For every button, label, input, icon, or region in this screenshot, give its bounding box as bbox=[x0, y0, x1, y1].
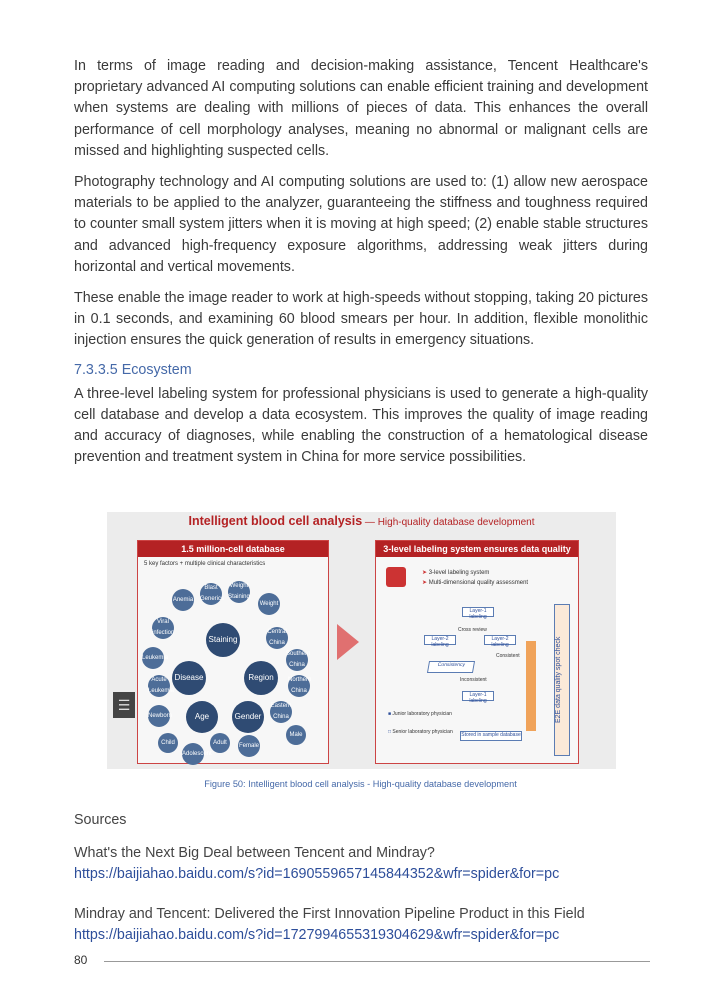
source-title: Mindray and Tencent: Delivered the First Innovation Pipeline Product in this Field bbox=[74, 906, 585, 922]
legend-senior: □ Senior laboratory physician bbox=[388, 729, 453, 735]
source-link[interactable]: https://baijiahao.baidu.com/s?id=1727994655319304629&wfr=spider&for=pc bbox=[74, 927, 560, 943]
spot-check-bar: E2E data quality spot check bbox=[554, 604, 570, 756]
consistency-box: Consistency bbox=[427, 661, 475, 673]
node-acute-leukemia: Acute Leukemia bbox=[148, 675, 170, 697]
hub-disease: Disease bbox=[172, 661, 206, 695]
sources-heading: Sources bbox=[74, 812, 127, 828]
legend-junior: ■ Junior laboratory physician bbox=[388, 711, 452, 717]
orange-flow-arrow-icon bbox=[526, 641, 536, 731]
section-heading: 7.3.3.5 Ecosystem bbox=[74, 361, 192, 378]
node-male: Male bbox=[286, 725, 306, 745]
menu-icon[interactable]: ☰ bbox=[113, 692, 135, 718]
node-anemia: Anemia bbox=[172, 589, 194, 611]
layer2-left-box: Layer-2 labeling bbox=[424, 635, 456, 645]
flow-arrow-icon bbox=[337, 624, 359, 660]
figure-image bbox=[107, 512, 616, 769]
hub-region: Region bbox=[244, 661, 278, 695]
right-panel-header: 3-level labeling system ensures data quality bbox=[376, 541, 578, 557]
layer1-top-box: Layer-1 labeling bbox=[462, 607, 494, 617]
figure-caption: Figure 50: Intelligent blood cell analysis - High-quality database development bbox=[204, 779, 517, 789]
footer-divider bbox=[104, 961, 650, 962]
node-adolescent: Adolescent bbox=[182, 743, 204, 765]
node-eastern-china: Eastern China bbox=[270, 701, 292, 723]
inconsistent-label: Inconsistent bbox=[460, 677, 487, 683]
section-paragraph: A three-level labeling system for professional physicians is used to generate a high-quality cell database and develop a data ecosystem. This improves the quality of image reading and accuracy of diagnoses, while enabling the construction of a hematological disease prevention and treatment system in China for more service possibilities. bbox=[74, 385, 648, 466]
body-text bbox=[74, 56, 648, 478]
node-southern-china: Southern China bbox=[286, 649, 308, 671]
hub-staining: Staining bbox=[206, 623, 240, 657]
node-central-china: Central China bbox=[266, 627, 288, 649]
source-link[interactable]: https://baijiahao.baidu.com/s?id=1690559657145844352&wfr=spider&for=pc bbox=[74, 866, 560, 882]
right-panel bbox=[375, 540, 579, 764]
node-female: Female bbox=[238, 735, 260, 757]
source-item-2 bbox=[74, 904, 585, 946]
source-item-1 bbox=[74, 843, 559, 885]
bullet-2: ➤ Multi-dimensional quality assessment bbox=[422, 580, 529, 586]
figure-title: Intelligent blood cell analysis — High-quality database development bbox=[188, 514, 535, 528]
bullet-1: ➤ 3-level labeling system bbox=[422, 570, 490, 576]
left-panel-subtitle: 5 key factors + multiple clinical characteristics bbox=[144, 561, 266, 567]
node-viral: Viral infection bbox=[152, 617, 174, 639]
database-box: Stored in sample database bbox=[460, 731, 522, 741]
paragraph-2: Photography technology and AI computing solutions are used to: (1) allow new aerospace materials to be applied to the analyzer, guaranteeing the stiffness and toughness required to counter small system jitters when it is moving at high speed; (2) enable stable structures and advanced high-frequency exposure algorithms, addressing weak jitters during horizontal and vertical movements. bbox=[74, 174, 648, 275]
hub-gender: Gender bbox=[232, 701, 264, 733]
node-newborn: Newborn bbox=[148, 705, 170, 727]
layer1-bottom-box: Layer-1 labeling bbox=[462, 691, 494, 701]
node-weight-staining: Weight Staining bbox=[228, 581, 250, 603]
physician-icon bbox=[386, 567, 406, 587]
left-panel-header: 1.5 million-cell database bbox=[138, 541, 328, 557]
paragraph-1: In terms of image reading and decision-making assistance, Tencent Healthcare's proprietary advanced AI computing solutions can enable efficient training and development when systems are dealing with millions of pieces of data. This enhances the overall performance of cell morphology analyses, meaning no abnormal or malignant cells are missed and highlighting suspected cells. bbox=[74, 58, 648, 159]
source-title: What's the Next Big Deal between Tencent and Mindray? bbox=[74, 845, 435, 861]
node-northern-china: Northern China bbox=[288, 675, 310, 697]
layer2-right-box: Layer-2 labeling bbox=[484, 635, 516, 645]
left-panel bbox=[137, 540, 329, 764]
node-blast: Blast Generics bbox=[200, 583, 222, 605]
paragraph-3: These enable the image reader to work at high-speeds without stopping, taking 20 pictures in 0.1 seconds, and examining 60 blood smears per hour. In addition, flexible monolithic injection ensures the quick generation of results in emergency situations. bbox=[74, 290, 648, 349]
page-number: 80 bbox=[74, 953, 88, 967]
node-leukemia: Leukemia bbox=[142, 647, 164, 669]
node-weight: Weight bbox=[258, 593, 280, 615]
node-adult: Adult bbox=[210, 733, 230, 753]
consistent-label: Consistent bbox=[496, 653, 520, 659]
hub-age: Age bbox=[186, 701, 218, 733]
cross-review-label: Cross review bbox=[458, 627, 487, 633]
node-child: Child bbox=[158, 733, 178, 753]
